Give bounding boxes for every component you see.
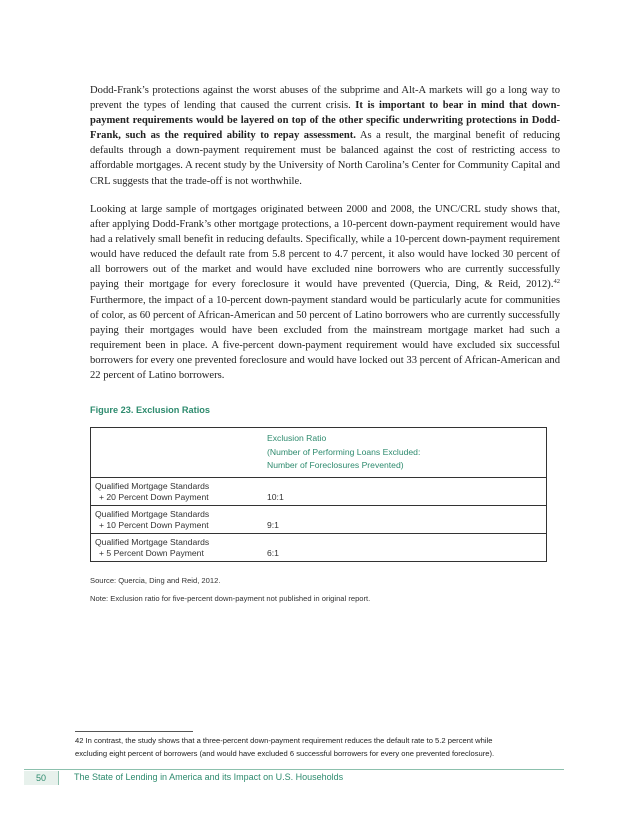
table-header-empty-cell	[91, 428, 268, 478]
table-header-cell	[267, 428, 547, 478]
figure-source: Source: Quercia, Ding and Reid, 2012.	[90, 576, 221, 585]
table-header-row	[91, 428, 547, 478]
row-label-line-1: Qualified Mortgage Standards	[95, 536, 210, 547]
page-number-separator	[58, 771, 59, 785]
figure-note: Note: Exclusion ratio for five-percent down-payment not published in original report.	[90, 594, 371, 603]
row-label-line-2: + 5 Percent Down Payment	[99, 547, 204, 558]
row-value	[267, 506, 547, 534]
footnote-line-2: excluding eight percent of borrowers (and would have excluded 6 successful borrowers for every one prevented foreclosure).	[75, 748, 495, 758]
table-row	[91, 534, 547, 562]
header-line-2: (Number of Performing Loans Excluded:	[267, 446, 421, 457]
footnote-line-1: 42 In contrast, the study shows that a three-percent down-payment requirement reduces the default rate to 5.2 percent while	[75, 736, 493, 745]
row-value-text: 9:1	[267, 519, 279, 530]
row-label-line-1: Qualified Mortgage Standards	[95, 508, 210, 519]
table-row	[91, 478, 547, 506]
body-paragraph-1	[90, 83, 560, 189]
figure-title: Figure 23. Exclusion Ratios	[90, 405, 210, 415]
row-value	[267, 478, 547, 506]
row-value	[267, 534, 547, 562]
row-label	[91, 506, 268, 534]
row-label-line-2: + 20 Percent Down Payment	[99, 491, 209, 502]
header-line-3: Number of Foreclosures Prevented)	[267, 460, 404, 471]
row-label-line-2: + 10 Percent Down Payment	[99, 519, 209, 530]
header-line-1: Exclusion Ratio	[267, 433, 327, 444]
row-value-text: 6:1	[267, 547, 279, 558]
row-label	[91, 478, 268, 506]
paragraph-1-text: Dodd-Frank’s protections against the worst abuses of the subprime and Alt-A markets will go a long way to prevent the types of lending that caused the current crisis.	[90, 85, 560, 112]
footnote	[75, 735, 555, 760]
body-paragraph-2	[90, 202, 560, 383]
footnote-reference: 42	[553, 278, 560, 286]
paragraph-2-text: Looking at large sample of mortgages originated between 2000 and 2008, the UNC/CRL study shows that, after applying Dodd-Frank’s other mortgage protections, a 10-percent down-payment requirement would have had a relatively small benefit in reducing defaults. Specifically, while a 10-percent down-payment requirement would have reduced the default rate from 5.8 percent to 4.7 percent, it also would have locked 30 percent of all borrowers out of the market and would have excluded nine borrowers who are currently successfully paying their mortgage for every foreclosure it would have prevented (Quercia, Ding, & Reid, 2012).	[90, 204, 560, 291]
paragraph-1-text-end: As a result, the marginal benefit of reducing defaults through a down-payment requirement must be balanced against the cost of restricting access to affordable mortgages. A recent study by the University of North Carolina’s Center for Community Capital and CRL suggests that the trade-off is not worthwhile.	[90, 130, 561, 187]
row-value-text: 10:1	[267, 491, 284, 502]
footer-divider	[24, 769, 564, 770]
paragraph-1-bold: It is important to bear in mind that down-payment requirements would be layered on top of the other specific underwriting protections in Dodd-Frank, such as the required ability to repay assessment.	[90, 100, 561, 142]
footer-title: The State of Lending in America and its Impact on U.S. Households	[74, 772, 344, 782]
page-number: 50	[24, 771, 58, 785]
paragraph-2-text-end: Furthermore, the impact of a 10-percent down-payment standard would be particularly acute for communities of color, as 60 percent of African-American and 50 percent of Latino borrowers who are currently successfully paying their mortgages would have been excluded from the mainstream mortgage market had such a requirement been in place. A five-percent down-payment requirement would have excluded six successful borrowers for every one prevented foreclosure and would have locked out 33 percent of African-American and 22 percent of Latino borrowers.	[90, 294, 560, 382]
row-label	[91, 534, 268, 562]
table-row	[91, 506, 547, 534]
footnote-divider	[75, 731, 193, 732]
exclusion-ratio-table	[90, 427, 547, 562]
row-label-line-1: Qualified Mortgage Standards	[95, 480, 210, 491]
